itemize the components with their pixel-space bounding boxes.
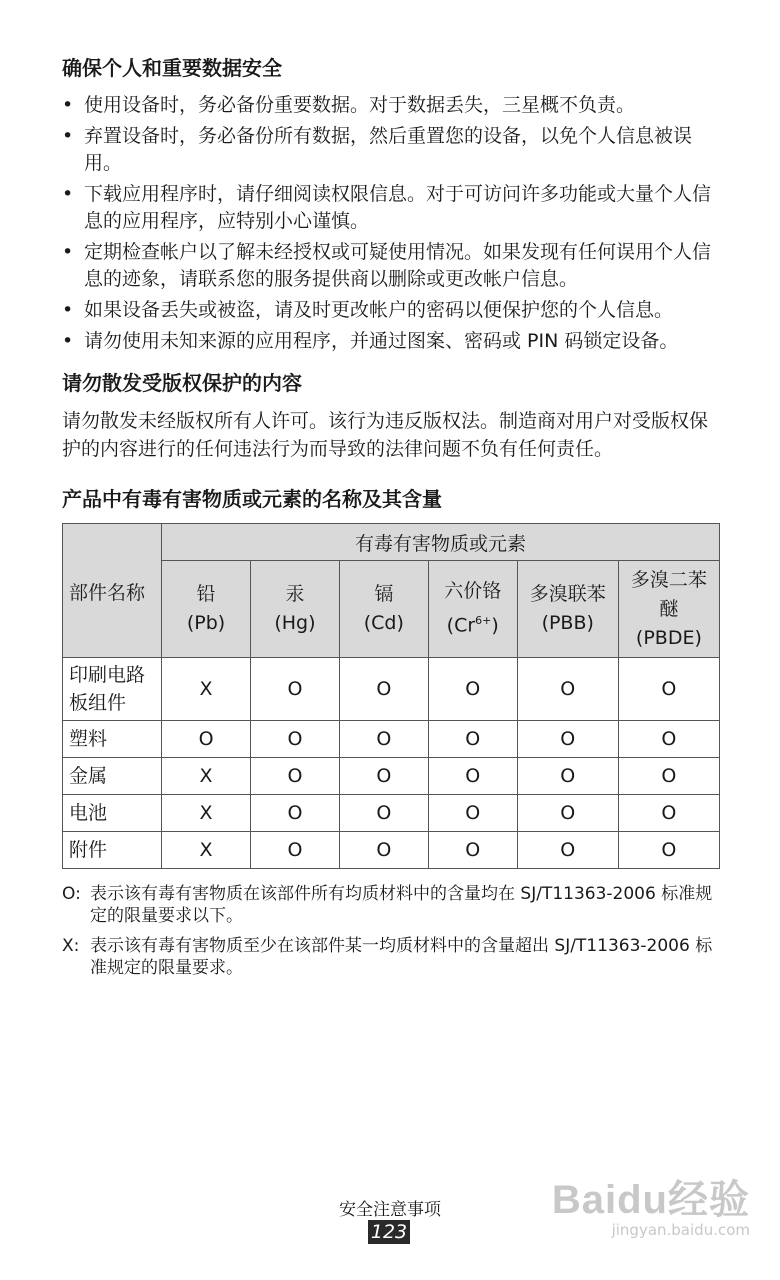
table-cell: O <box>618 758 719 795</box>
table-notes <box>62 883 722 979</box>
column-header: 六价铬 $(Cr^{6+})$ <box>428 561 517 658</box>
row-name: 电池 <box>63 795 162 832</box>
table-cell: O <box>428 832 517 869</box>
list-item: • 请勿使用未知来源的应用程序，并通过图案、密码或 PIN 码锁定设备。 <box>62 328 722 355</box>
table-cell: O <box>428 721 517 758</box>
bullet-icon: • <box>62 94 74 116</box>
section-title-copyright: 请勿散发受版权保护的内容 <box>62 371 302 395</box>
table-cell: O <box>428 658 517 721</box>
table-cell: O <box>517 658 618 721</box>
list-item: • 弃置设备时，务必备份所有数据，然后重置您的设备，以免个人信息被误用。 <box>62 125 693 174</box>
table-cell: X <box>162 795 251 832</box>
table-cell: O <box>618 658 719 721</box>
copyright-paragraph: 请勿散发未经版权所有人许可。该行为违反版权法。制造商对用户对受版权保护的内容进行的任何违法行为而导致的法律问题不负有任何责任。 <box>62 410 709 460</box>
list-item: • 如果设备丢失或被盗，请及时更改帐户的密码以便保护您的个人信息。 <box>62 297 722 324</box>
column-header: 镉 (Cd) <box>339 561 428 658</box>
table-cell: O <box>428 795 517 832</box>
table-cell: O <box>517 721 618 758</box>
table-cell: O <box>251 795 340 832</box>
table-cell: X <box>162 758 251 795</box>
watermark <box>552 1168 750 1239</box>
table-row <box>63 721 720 758</box>
bullet-icon: • <box>62 125 74 147</box>
page-content <box>62 54 722 987</box>
table-cell: O <box>251 721 340 758</box>
section-title-data-safety: 确保个人和重要数据安全 <box>62 56 282 80</box>
note-o: O: 表示该有毒有害物质在该部件所有均质材料中的含量均在 SJ/T11363-2006 标准规定的限量要求以下。 <box>62 884 713 926</box>
table-group-header: 有毒有害物质或元素 <box>162 524 720 561</box>
bullet-icon: • <box>62 330 74 352</box>
table-row <box>63 832 720 869</box>
column-header: 汞 (Hg) <box>251 561 340 658</box>
bullet-icon: • <box>62 299 74 321</box>
data-safety-list <box>62 92 722 355</box>
section-title-hazardous: 产品中有毒有害物质或元素的名称及其含量 <box>62 487 442 511</box>
table-cell: O <box>162 721 251 758</box>
page-number: 123 <box>368 1220 410 1244</box>
table-cell: O <box>339 721 428 758</box>
bullet-icon: • <box>62 183 74 205</box>
table-cell: O <box>251 758 340 795</box>
table-row <box>63 758 720 795</box>
table-row <box>63 658 720 721</box>
table-cell: O <box>517 795 618 832</box>
table-cell: X <box>162 658 251 721</box>
row-name: 塑料 <box>63 721 162 758</box>
table-cell: O <box>517 832 618 869</box>
footer-section-title: 安全注意事项 <box>339 1200 441 1220</box>
table-row <box>63 795 720 832</box>
row-name: 印刷电路板组件 <box>63 658 162 721</box>
table-cell: O <box>339 795 428 832</box>
table-cell: O <box>339 758 428 795</box>
list-item: • 定期检查帐户以了解未经授权或可疑使用情况。如果发现有任何误用个人信息的迹象，请联系您的服务提供商以删除或更改帐户信息。 <box>62 241 712 290</box>
table-cell: O <box>339 832 428 869</box>
list-item: • 下载应用程序时，请仔细阅读权限信息。对于可访问许多功能或大量个人信息的应用程序，应特别小心谨慎。 <box>62 183 712 232</box>
table-cell: O <box>618 832 719 869</box>
table-row-header: 部件名称 <box>63 524 162 658</box>
row-name: 附件 <box>63 832 162 869</box>
hazardous-substance-table <box>62 523 720 869</box>
table-cell: O <box>517 758 618 795</box>
table-cell: O <box>618 795 719 832</box>
list-item: • 使用设备时，务必备份重要数据。对于数据丢失，三星概不负责。 <box>62 92 722 119</box>
column-header: 铅 (Pb) <box>162 561 251 658</box>
table-cell: O <box>428 758 517 795</box>
column-header: 多溴二苯醚 (PBDE) <box>618 561 719 658</box>
table-cell: O <box>251 832 340 869</box>
table-cell: O <box>339 658 428 721</box>
note-x: X: 表示该有毒有害物质至少在该部件某一均质材料中的含量超出 SJ/T11363-2006 标准规定的限量要求。 <box>62 936 713 978</box>
table-cell: O <box>251 658 340 721</box>
table-cell: X <box>162 832 251 869</box>
watermark-logo: Baidu经验 <box>551 1178 750 1222</box>
column-header: 多溴联苯 (PBB) <box>517 561 618 658</box>
row-name: 金属 <box>63 758 162 795</box>
watermark-url: jingyan.baidu.com <box>611 1221 750 1239</box>
bullet-icon: • <box>62 241 74 263</box>
table-cell: O <box>618 721 719 758</box>
